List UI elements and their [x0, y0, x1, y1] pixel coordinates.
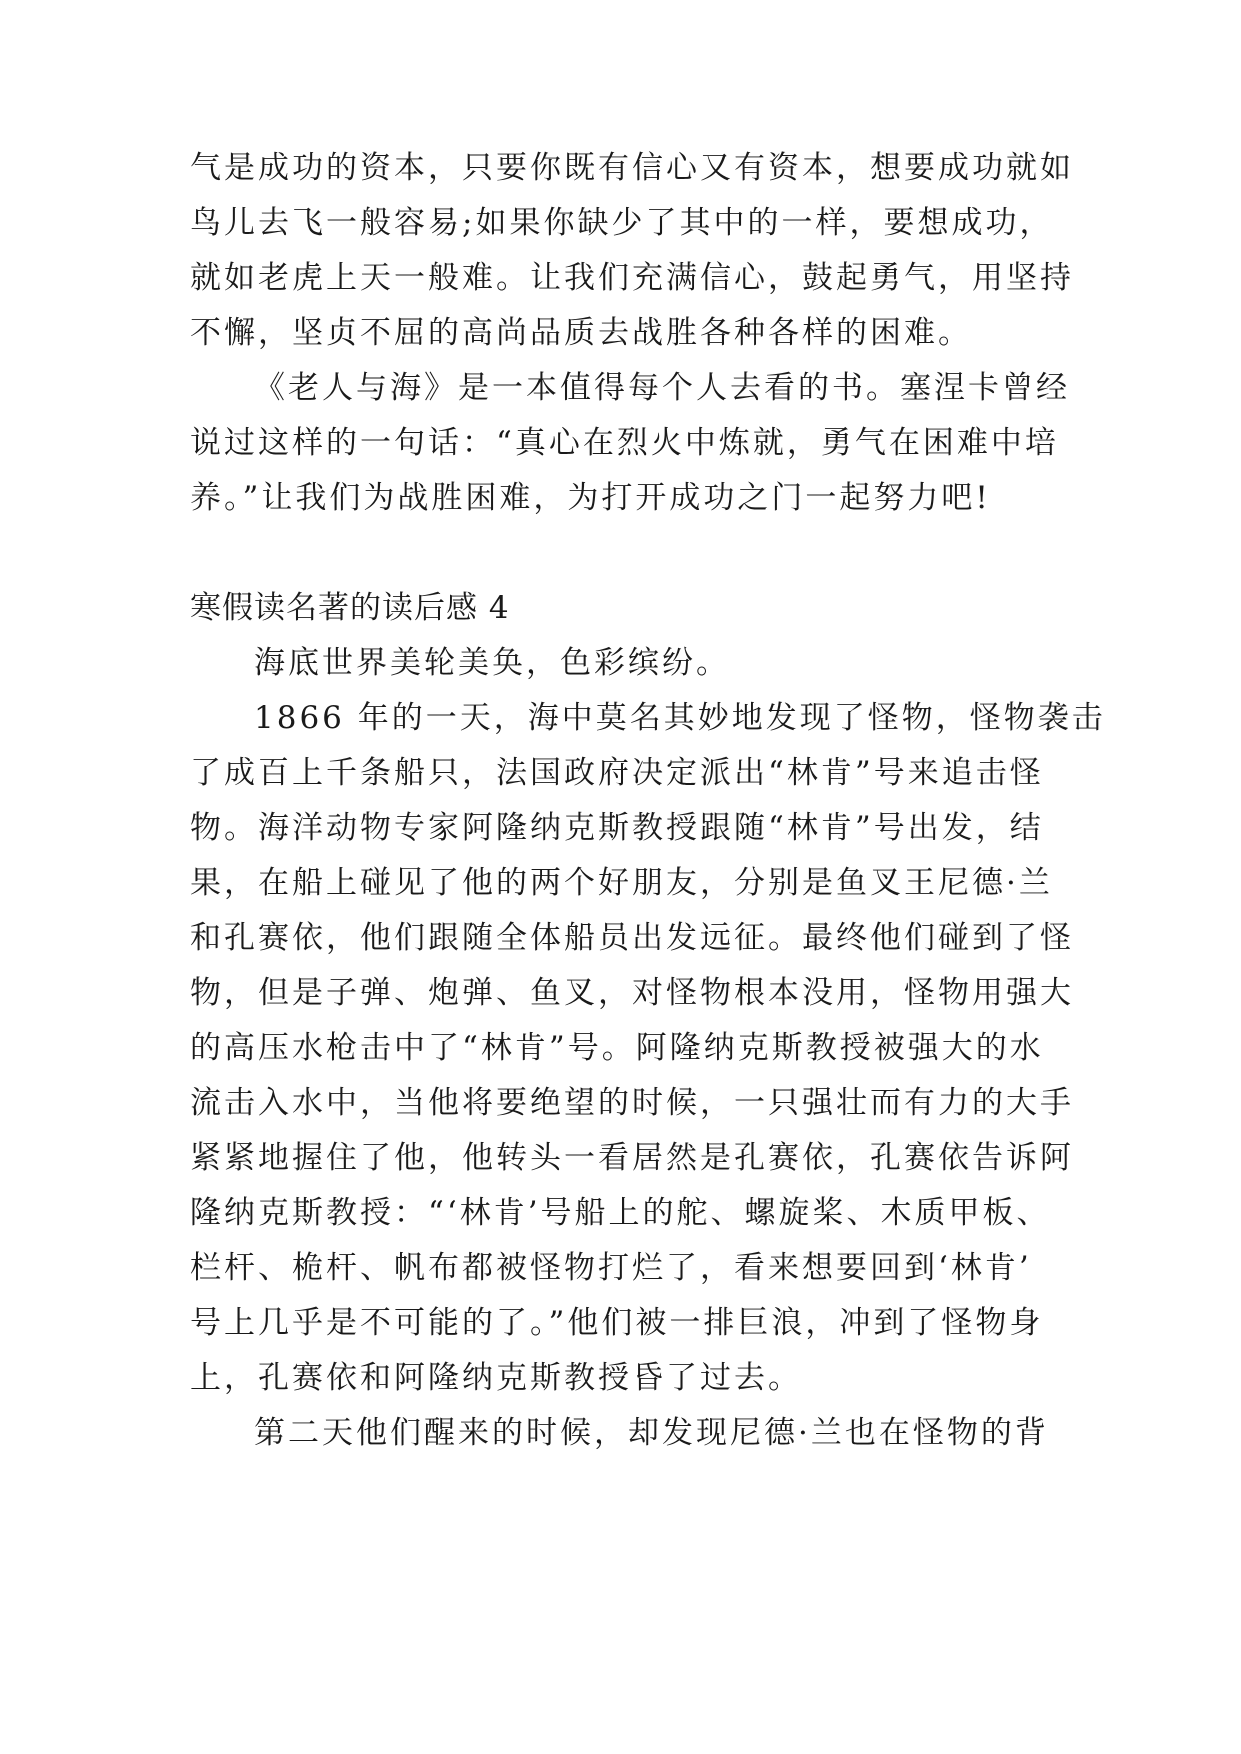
paragraph-line: 物。海洋动物专家阿隆纳克斯教授跟随“林肯”号出发，结: [190, 810, 1044, 846]
paragraph-line: 和孔赛依，他们跟随全体船员出发远征。最终他们碰到了怪: [190, 920, 1074, 956]
paragraph-line: 号上几乎是不可能的了。”他们被一排巨浪，冲到了怪物身: [190, 1305, 1044, 1341]
paragraph-line: 的高压水枪击中了“林肯”号。阿隆纳克斯教授被强大的水: [190, 1030, 1044, 1066]
paragraph-line: 上，孔赛依和阿隆纳克斯教授昏了过去。: [190, 1360, 802, 1396]
paragraph-line: 说过这样的一句话：“真心在烈火中炼就，勇气在困难中培: [190, 425, 1059, 461]
paragraph-line: 《老人与海》是一本值得每个人去看的书。塞涅卡曾经: [254, 370, 1070, 406]
paragraph-line: 紧紧地握住了他，他转头一看居然是孔赛依，孔赛依告诉阿: [190, 1140, 1074, 1176]
paragraph-line: 果，在船上碰见了他的两个好朋友，分别是鱼叉王尼德·兰: [190, 865, 1053, 901]
paragraph-line: 1866 年的一天，海中莫名其妙地发现了怪物，怪物袭击: [254, 700, 1106, 736]
section-heading: 寒假读名著的读后感 4: [190, 590, 510, 626]
paragraph-line: 栏杆、桅杆、帆布都被怪物打烂了，看来想要回到‘林肯’: [190, 1250, 1032, 1286]
paragraph-line: 气是成功的资本，只要你既有信心又有资本，想要成功就如: [190, 150, 1074, 186]
paragraph-line: 物，但是子弹、炮弹、鱼叉，对怪物根本没用，怪物用强大: [190, 975, 1074, 1011]
paragraph-line: 了成百上千条船只，法国政府决定派出“林肯”号来追击怪: [190, 755, 1044, 791]
paragraph-line: 不懈，坚贞不屈的高尚品质去战胜各种各样的困难。: [190, 315, 972, 351]
paragraph-line: 养。”让我们为战胜困难，为打开成功之门一起努力吧!: [190, 480, 991, 516]
paragraph-line: 流击入水中，当他将要绝望的时候，一只强壮而有力的大手: [190, 1085, 1074, 1121]
paragraph-line: 就如老虎上天一般难。让我们充满信心，鼓起勇气，用坚持: [190, 260, 1074, 296]
paragraph-line: 第二天他们醒来的时候，却发现尼德·兰也在怪物的背: [254, 1415, 1049, 1451]
paragraph-line: 隆纳克斯教授：“‘林肯’号船上的舵、螺旋桨、木质甲板、: [190, 1195, 1051, 1231]
paragraph-line: 海底世界美轮美奂，色彩缤纷。: [254, 645, 730, 681]
paragraph-line: 鸟儿去飞一般容易;如果你缺少了其中的一样，要想成功，: [190, 205, 1054, 241]
